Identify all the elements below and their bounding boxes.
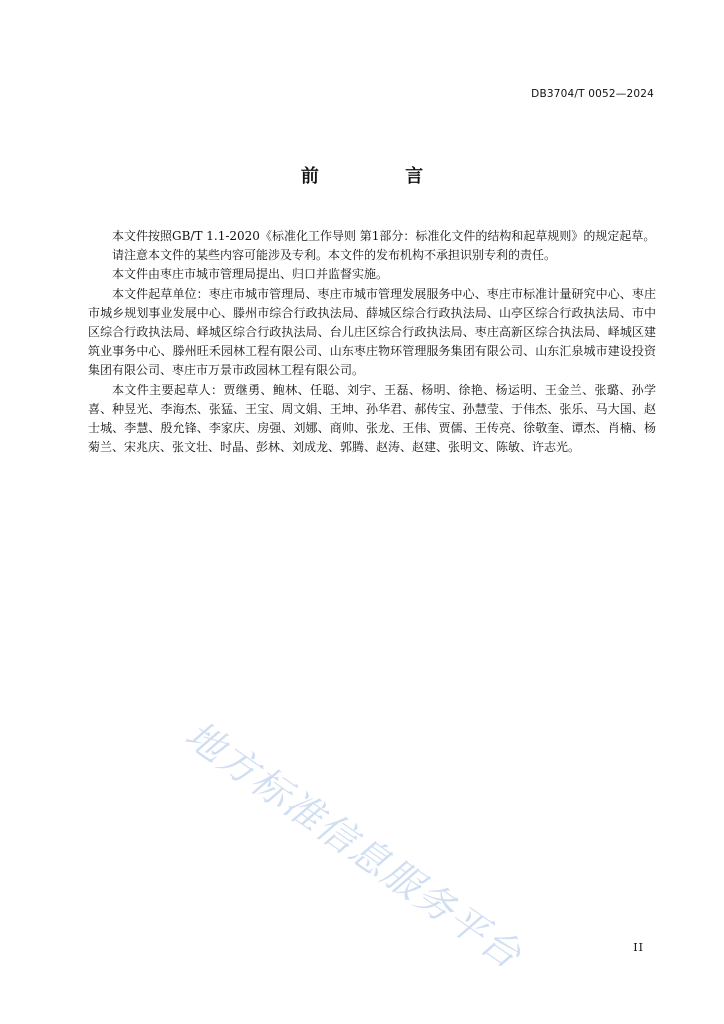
preface-body <box>88 227 656 457</box>
paragraph-standard-basis: 本文件按照GB/T 1.1-2020《标准化工作导则 第1部分：标准化文件的结构和起草规则》的规定起草。 <box>112 229 656 243</box>
document-code: DB3704/T 0052—2024 <box>531 88 654 100</box>
watermark: 地方标准信息服务平台 <box>177 712 531 978</box>
page-title: 前 言 <box>300 166 464 187</box>
paragraph-patent-notice: 请注意本文件的某些内容可能涉及专利。本文件的发布机构不承担识别专利的责任。 <box>112 248 557 263</box>
paragraph-proposer: 本文件由枣庄市城市管理局提出、归口并监督实施。 <box>112 267 389 282</box>
page-number: II <box>633 941 644 954</box>
paragraph-drafters: 本文件主要起草人：贾继勇、鲍林、任聪、刘宇、王磊、杨明、徐艳、杨运明、王金兰、张璐、孙学喜、种昱光、李海杰、张猛、王宝、周文娟、王坤、孙华君、郝传宝、孙慧莹、于伟杰、张乐、马大国、赵士城、李慧、殷允锋、李家庆、房强、刘娜、商帅、张龙、王伟、贾儒、王传亮、徐敬奎、谭杰、肖楠、杨菊兰、宋兆庆、张文壮、时晶、彭林、刘成龙、郭腾、赵涛、赵建、张明文、陈敏、许志光。 <box>88 382 656 455</box>
paragraph-drafting-units: 本文件起草单位：枣庄市城市管理局、枣庄市城市管理发展服务中心、枣庄市标准计量研究中心、枣庄市城乡规划事业发展中心、滕州市综合行政执法局、薛城区综合行政执法局、山亭区综合行政执法局、市中区综合行政执法局、峄城区综合行政执法局、台儿庄区综合行政执法局、枣庄高新区综合执法局、峄城区建筑业事务中心、滕州旺禾园林工程有限公司、山东枣庄物环管理服务集团有限公司、山东汇泉城市建设投资集团有限公司、枣庄市万景市政园林工程有限公司。 <box>88 286 656 378</box>
